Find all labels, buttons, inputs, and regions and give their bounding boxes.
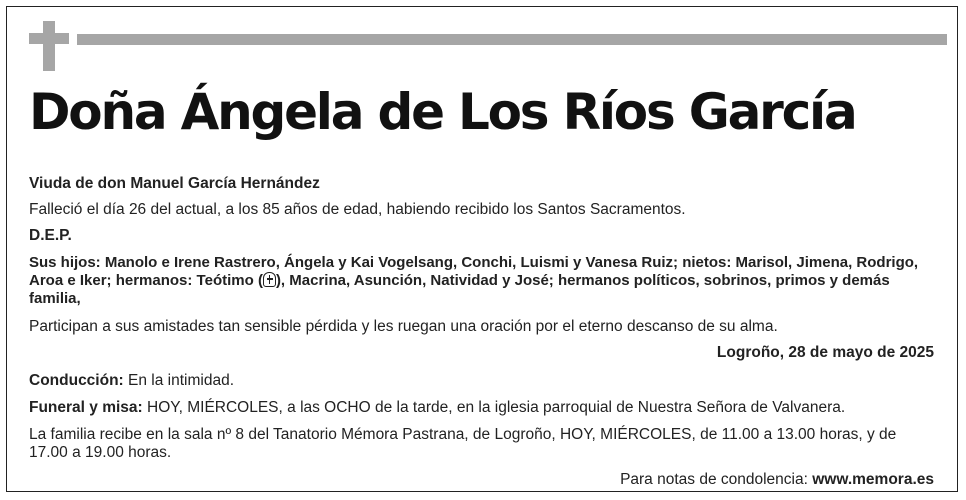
conduction-text: En la intimidad. [123,372,234,389]
death-notice: Falleció el día 26 del actual, a los 85 años de edad, habiendo recibido los Santos Sacramentos. [29,201,686,218]
family-list [29,254,934,308]
deceased-name: Doña Ángela de Los Ríos García [29,83,856,141]
deceased-cross-icon [263,272,276,287]
cross-icon [29,21,69,71]
condolence-footer [29,471,934,489]
website-link[interactable]: www.memora.es [812,471,934,488]
family-list-part-1: Sus hijos: Manolo e Irene Rastrero, Ángela y Kai Vogelsang, Conchi, Luismi y Vanesa Ruiz; nietos: Marisol, Jimena, Rodrigo, Aroa e Iker; hermanos: Teótimo ( [29,254,919,289]
rip-text: D.E.P. [29,227,72,244]
conduction-label: Conducción: [29,372,124,389]
place-date: Logroño, 28 de mayo de 2025 [716,344,934,361]
conduction [29,372,934,390]
widow-of: Viuda de don Manuel García Hernández [29,175,320,192]
family-list-part-2: ), Macrina, Asunción, Natividad y José; hermanos políticos, sobrinos, primos y demás familia, [29,272,890,307]
condolence-label: Para notas de condolencia: [620,471,813,488]
prayer-request: Participan a sus amistades tan sensible pérdida y les ruegan una oración por el eterno descanso de su alma. [29,318,778,335]
funeral-text: HOY, MIÉRCOLES, a las OCHO de la tarde, en la iglesia parroquial de Nuestra Señora de Valvanera. [142,399,846,416]
funeral [29,399,934,417]
obituary-card [6,6,958,492]
funeral-label: Funeral y misa: [29,399,143,416]
visitation: La familia recibe en la sala nº 8 del Tanatorio Mémora Pastrana, de Logroño, HOY, MIÉRCOLES, de 11.00 a 13.00 horas, y de 17.00 a 19.00 horas. [29,426,897,461]
header-rule [77,34,947,45]
